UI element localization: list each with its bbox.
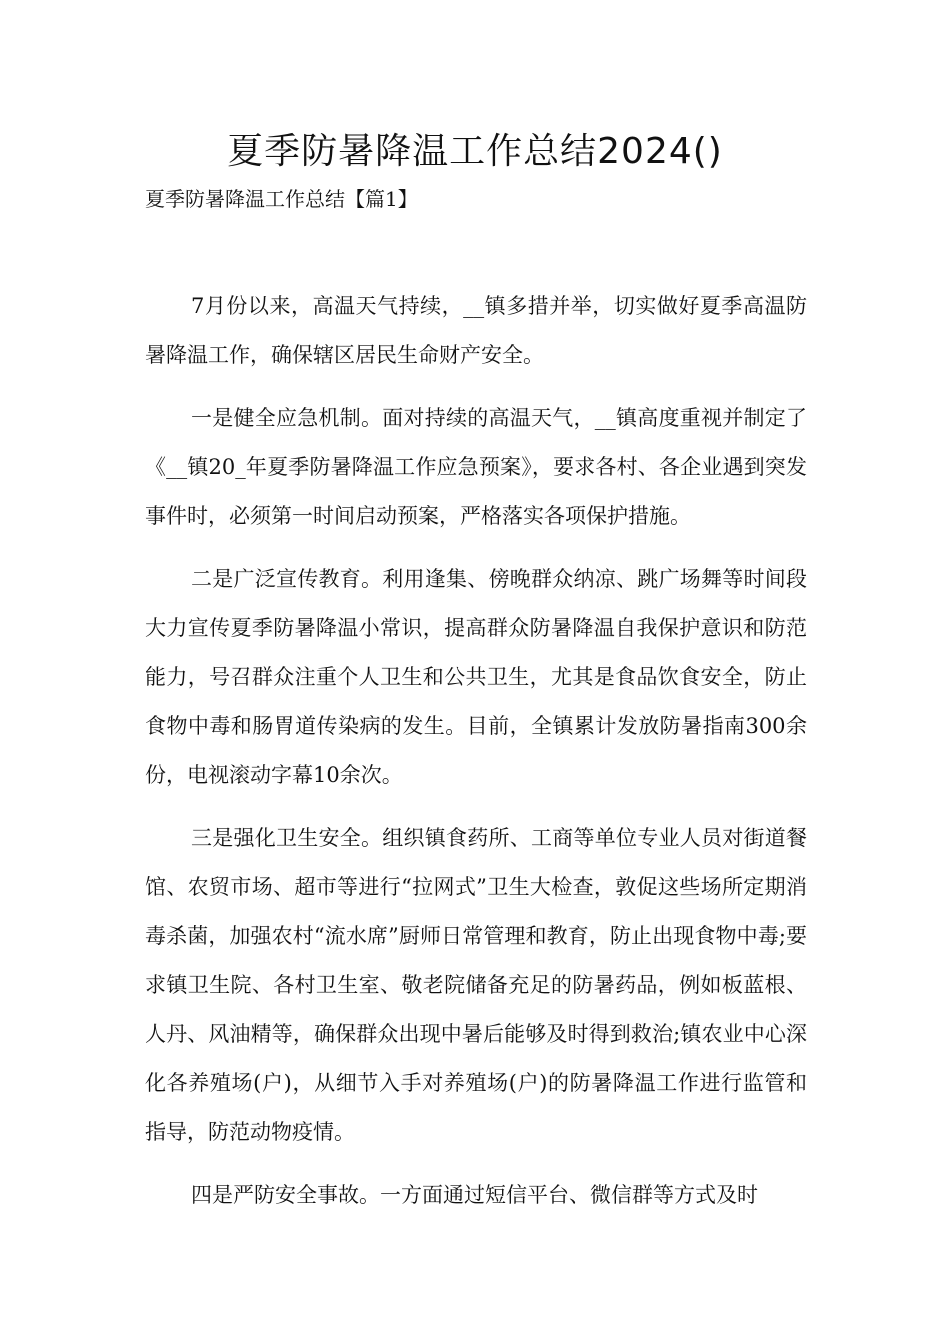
paragraph-accident-prevention: 四是严防安全事故。一方面通过短信平台、微信群等方式及时 bbox=[191, 1183, 758, 1207]
paragraph-publicity-education: 二是广泛宣传教育。利用逢集、傍晚群众纳凉、跳广场舞等时间段大力宣传夏季防暑降温小常识，提高群众防暑降温自我保护意识和防范能力，号召群众注重个人卫生和公共卫生，尤其是食品饮食安全，防止食物中毒和肠胃道传染病的发生。目前，全镇累计发放防暑指南300余份，电视滚动字幕10余次。 bbox=[145, 567, 807, 787]
paragraph-intro: 7月份以来，高温天气持续，__镇多措并举，切实做好夏季高温防暑降温工作，确保辖区居民生命财产安全。 bbox=[145, 294, 807, 367]
document-subtitle: 夏季防暑降温工作总结【篇1】 bbox=[145, 187, 418, 211]
document-body bbox=[145, 282, 807, 1234]
paragraph-emergency-mechanism: 一是健全应急机制。面对持续的高温天气，__镇高度重视并制定了《__镇20_年夏季防暑降温工作应急预案》，要求各村、各企业遇到突发事件时，必须第一时间启动预案，严格落实各项保护措施。 bbox=[145, 406, 807, 528]
paragraph-hygiene-safety: 三是强化卫生安全。组织镇食药所、工商等单位专业人员对街道餐馆、农贸市场、超市等进行“拉网式”卫生大检查，敦促这些场所定期消毒杀菌，加强农村“流水席”厨师日常管理和教育，防止出现食物中毒;要求镇卫生院、各村卫生室、敬老院储备充足的防暑药品，例如板蓝根、人丹、风油精等，确保群众出现中暑后能够及时得到救治;镇农业中心深化各养殖场(户)，从细节入手对养殖场(户)的防暑降温工作进行监管和指导，防范动物疫情。 bbox=[145, 826, 807, 1144]
document-title: 夏季防暑降温工作总结2024() bbox=[227, 131, 723, 172]
